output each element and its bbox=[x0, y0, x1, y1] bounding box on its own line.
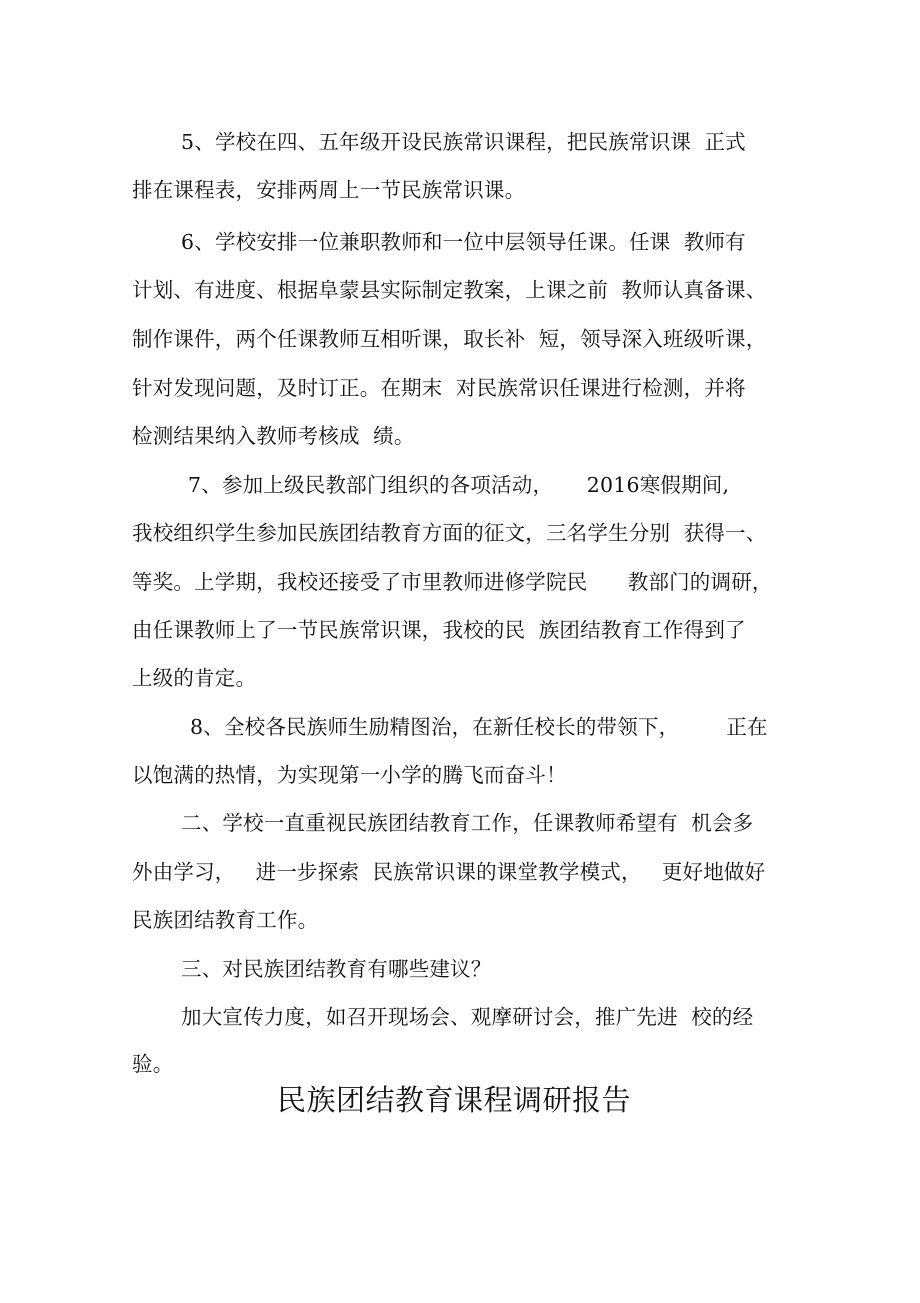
section-2-line-1: 二、学校一直重视民族团结教育工作，任课教师希望有 机会多 bbox=[181, 811, 754, 835]
section-2-line-3: 民族团结教育工作。 bbox=[132, 908, 319, 932]
document-title: 民族团结教育课程调研报告 bbox=[277, 1083, 632, 1117]
section-2-line-2: 外由学习， 进一步探索 民族常识课的课堂教学模式， 更好地做好 bbox=[132, 860, 766, 884]
paragraph-6-line-2: 计划、有进度、根据阜蒙县实际制定教案，上课之前 教师认真备课、 bbox=[132, 278, 767, 302]
paragraph-7-line-4: 由任课教师上了一节民族常识课，我校的民 族团结教育工作得到了 bbox=[132, 618, 746, 642]
paragraph-7-line-3: 等奖。上学期，我校还接受了市里教师进修学院民 教部门的调研， bbox=[132, 570, 773, 594]
paragraph-7-line-2: 我校组织学生参加民族团结教育方面的征文，三名学生分别 获得一、 bbox=[132, 521, 767, 545]
paragraph-5-line-2: 排在课程表，安排两周上一节民族常识课。 bbox=[132, 178, 526, 202]
paragraph-7-line-5: 上级的肯定。 bbox=[132, 666, 257, 690]
paragraph-8-line-2: 以饱满的热情，为实现第一小学的腾飞而奋斗！ bbox=[132, 763, 567, 787]
section-3-answer-line-2: 验。 bbox=[132, 1052, 174, 1076]
section-3-heading: 三、对民族团结教育有哪些建议？ bbox=[181, 957, 492, 981]
paragraph-6-line-4: 针对发现问题，及时订正。在期末 对民族常识任课进行检测，并将 bbox=[132, 376, 746, 400]
paragraph-6-line-1: 6、学校安排一位兼职教师和一位中层领导任课。任课 教师有 bbox=[181, 230, 746, 254]
paragraph-5-line-1: 5、学校在四、五年级开设民族常识课程，把民族常识课 正式 bbox=[181, 130, 746, 154]
paragraph-7-line-1: 7、参加上级民教部门组织的各项活动， 2016寒假期间, bbox=[188, 473, 730, 497]
paragraph-8-line-1: 8、全校各民族师生励精图治，在新任校长的带领下， 正在 bbox=[190, 715, 768, 739]
section-3-answer-line-1: 加大宣传力度，如召开现场会、观摩研讨会，推广先进 校的经 bbox=[181, 1005, 754, 1029]
paragraph-6-line-3: 制作课件，两个任课教师互相听课，取长补 短，领导深入班级听课， bbox=[132, 327, 767, 351]
paragraph-6-line-5: 检测结果纳入教师考核成 绩。 bbox=[132, 424, 415, 448]
